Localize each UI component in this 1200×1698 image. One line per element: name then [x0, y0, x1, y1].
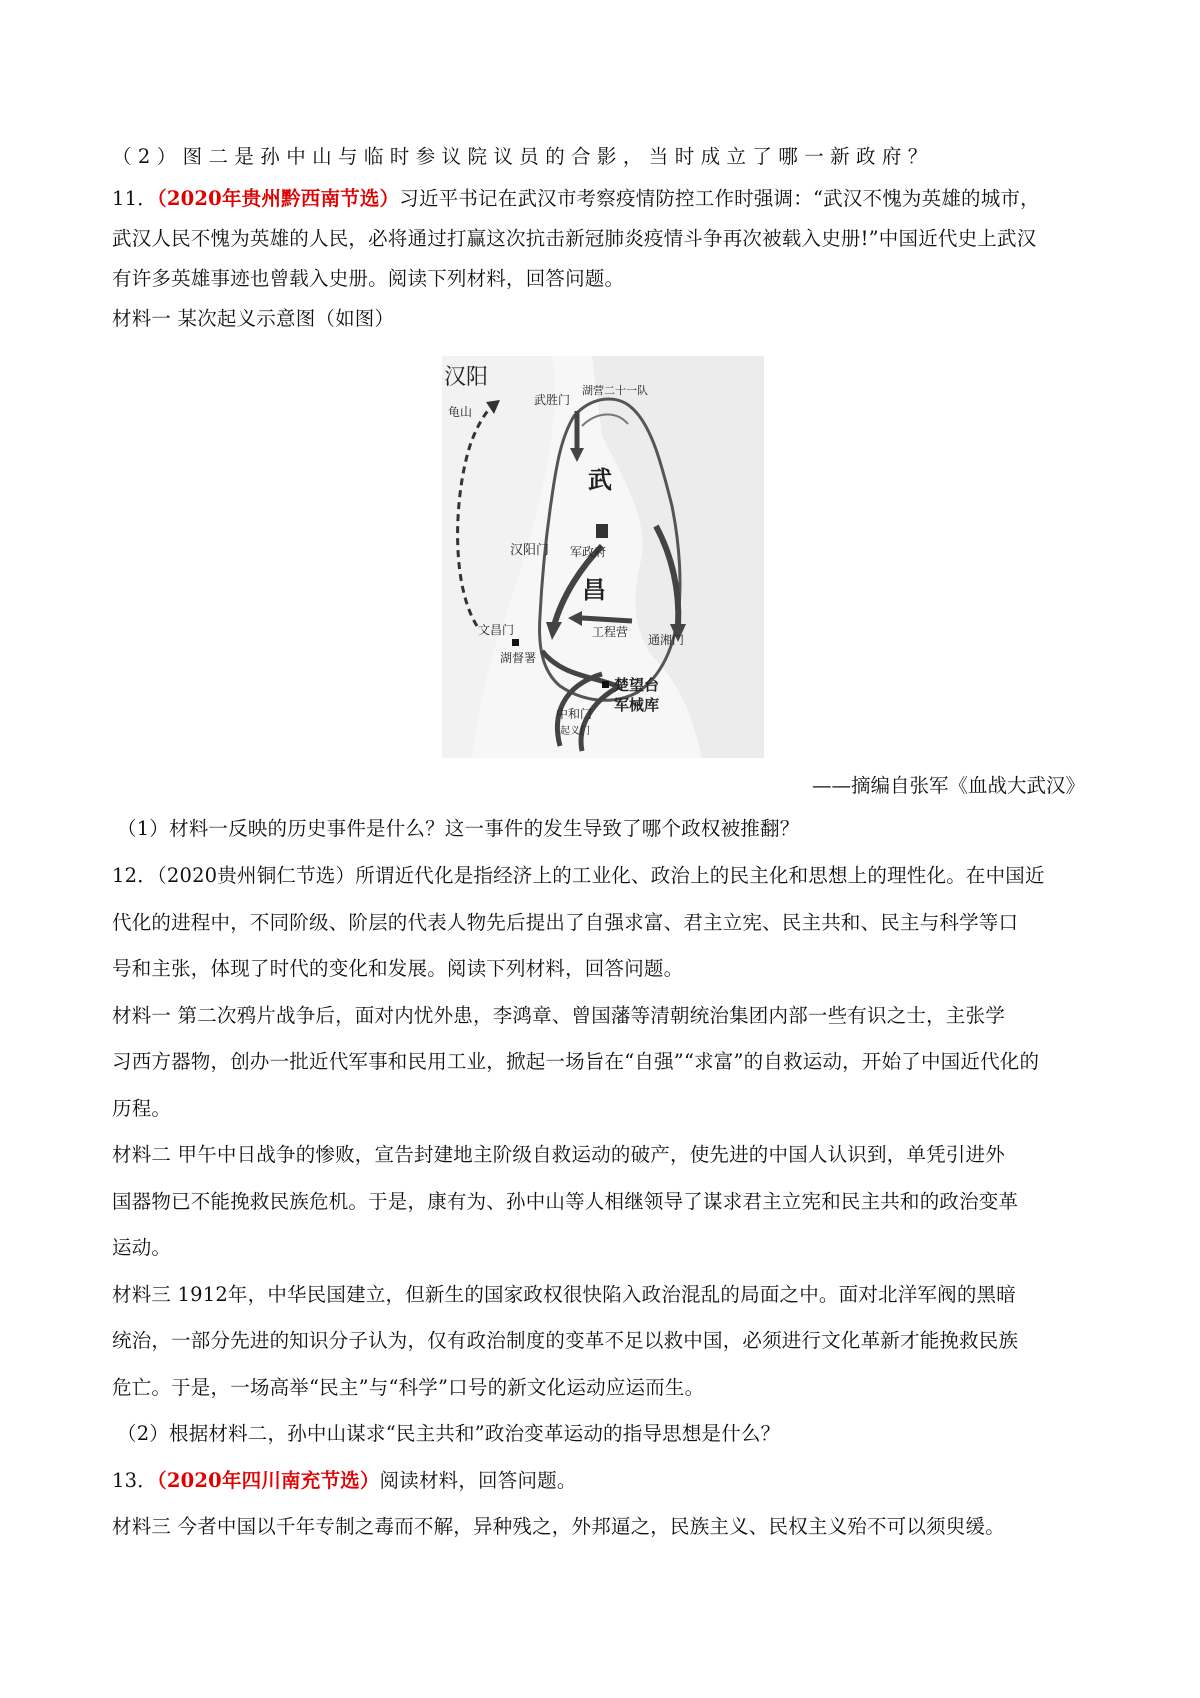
map-label-gongchengying: 工程营 — [592, 625, 629, 639]
q11-line1 — [112, 185, 1102, 213]
q10-part2-question: （2）图二是孙中山与临时参议院议员的合影，当时成立了哪一新政府？ — [112, 145, 934, 168]
q12-line3: 号和主张，体现了时代的变化和发展。阅读下列材料，回答问题。 — [112, 957, 684, 980]
q11-question1: （1）材料一反映的历史事件是什么？这一事件的发生导致了哪个政权被推翻？ — [117, 817, 800, 840]
q11-line1-text: 习近平书记在武汉市考察疫情防控工作时强调：“武汉不愧为英雄的城市， — [399, 187, 1040, 210]
q12-material3-line2: 统治，一部分先进的知识分子认为，仅有政治制度的变革不足以救中国，必须进行文化革新才能挽救民族 — [112, 1329, 1019, 1352]
map-label-huqu: 湖营二十一队 — [582, 384, 648, 397]
q12-line2: 代化的进程中，不同阶级、阶层的代表人物先后提出了自强求富、君主立宪、民主共和、民主与科学等口 — [112, 911, 1019, 934]
figure-caption: ——摘编自张军《血战大武汉》 — [811, 774, 1085, 797]
q11-line3: 有许多英雄事迹也曾载入史册。阅读下列材料，回答问题。 — [112, 267, 625, 290]
q12-material2-line3: 运动。 — [112, 1236, 172, 1259]
q12-line1: 12．（2020贵州铜仁节选）所谓近代化是指经济上的工业化、政治上的民主化和思想上的理性化。在中国近 — [112, 864, 1045, 887]
map-label-wenchangmen: 文昌门 — [478, 623, 515, 637]
uprising-map-figure — [442, 356, 764, 758]
q12-question2: （2）根据材料二，孙中山谋求“民主共和”政治变革运动的指导思想是什么？ — [117, 1422, 781, 1445]
map-label-wushengmen: 武胜门 — [534, 393, 571, 407]
q12-material2-line1: 材料二 甲午中日战争的惨败，宣告封建地主阶级自救运动的破产，使先进的中国人认识到，单凭引进外 — [112, 1143, 1005, 1166]
map-label-tongxiangmen: 通湘门 — [648, 633, 685, 647]
q13-heading-text: 阅读材料，回答问题。 — [379, 1469, 577, 1492]
q11-material1-label: 材料一 某次起义示意图（如图） — [112, 307, 395, 330]
map-label-wu: 武 — [588, 466, 612, 494]
map-label-zhonghemen: 中和门 — [556, 707, 593, 721]
map-label-chuwangtai: 楚望台 — [614, 676, 660, 694]
q12-material1-line1: 材料一 第二次鸦片战争后，面对内忧外患，李鸿章、曾国藩等清朝统治集团内部一些有识之士，主张学 — [112, 1004, 1005, 1027]
map-label-qiyimen: 起义门 — [560, 726, 590, 737]
map-label-junzhengfu: 军政府 — [570, 545, 607, 559]
q11-line2: 武汉人民不愧为英雄的人民，必将通过打赢这次抗击新冠肺炎疫情斗争再次被载入史册!”中国近代史上武汉 — [112, 227, 1037, 250]
map-label-hanyangmen: 汉阳门 — [510, 543, 550, 558]
q11-number: 11． — [112, 187, 157, 210]
uprising-map — [442, 356, 764, 758]
q12-material3-line1: 材料三 1912年，中华民国建立，但新生的国家政权很快陷入政治混乱的局面之中。面对北洋军阀的黑暗 — [112, 1283, 1016, 1306]
q13-heading — [112, 1467, 1102, 1495]
q12-material1-line2: 习西方器物，创办一批近代军事和民用工业，掀起一场旨在“自强”“求富”的自救运动，开始了中国近代化的 — [112, 1050, 1040, 1073]
map-label-guishan: 龟山 — [448, 405, 473, 419]
q13-material3-line1: 材料三 今者中国以千年专制之毒而不解，异种残之，外邦逼之，民族主义、民权主义殆不可以须臾缓。 — [112, 1515, 1005, 1538]
q13-source: （2020年四川南充节选） — [156, 1469, 380, 1492]
map-label-junxieku: 军械库 — [614, 696, 660, 714]
q11-source: （2020年贵州黔西南节选） — [156, 187, 400, 210]
q12-material2-line2: 国器物已不能挽救民族危机。于是，康有为、孙中山等人相继领导了谋求君主立宪和民主共和的政治变革 — [112, 1190, 1019, 1213]
q12-material3-line3: 危亡。于是，一场高举“民主”与“科学”口号的新文化运动应运而生。 — [112, 1376, 705, 1399]
map-label-dudushu: 湖督署 — [500, 651, 537, 665]
map-label-chang: 昌 — [582, 576, 606, 604]
q13-number: 13． — [112, 1469, 157, 1492]
map-label-hanyang: 汉阳 — [444, 365, 489, 390]
q12-material1-line3: 历程。 — [112, 1097, 172, 1120]
